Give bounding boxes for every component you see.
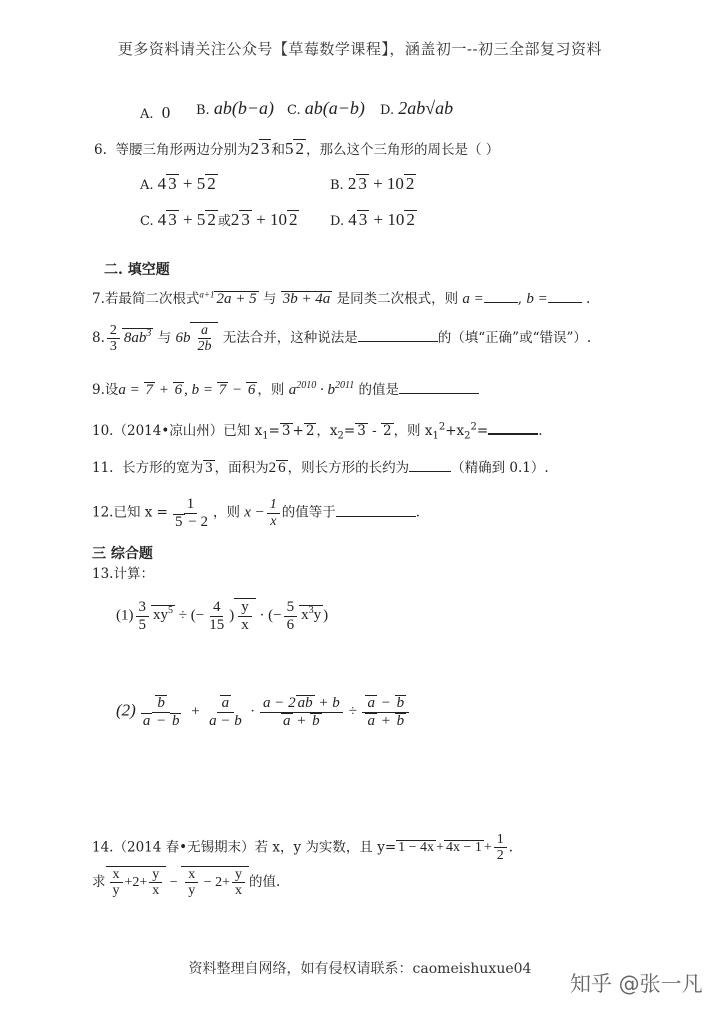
q7-stem: 7.若最简二次根式$^{a+1}$ 2a + 5 与 3b + 4a 是同类二次根式，则 a = , b = . bbox=[92, 289, 591, 307]
q5-option-c: C. ab(a−b) bbox=[287, 98, 365, 118]
q12-stem: 12.已知 x = $\frac{1}{5 - 2}$ ，则 x − $\frac{1}{x}$ 的值等于 . bbox=[92, 496, 421, 530]
q10-stem: 10.（2014•凉山州）已知 $x_1= 3 + 2$ ，$x_2= 3 - 2$ ，则 $x_1^2+x_2^2=$ . bbox=[92, 419, 543, 442]
q11-stem: 11. 长方形的宽为 3 ，面积为2 6 ，则长方形的长约为 （精确到 0.1）. bbox=[92, 456, 549, 477]
section-fill-blank-title: 二. 填空题 bbox=[104, 262, 170, 278]
q6-stem: 6. 等腰三角形两边分别为2 3 和5 2 ，那么这个三角形的周长是（ ） bbox=[94, 139, 500, 158]
q14-stem: 14.（2014 春•无锡期末）若 x，y 为实数，且 y= 1 − 4x + 4x − 1 + $\frac{1}{2}$ . bbox=[92, 832, 514, 864]
q6-option-b: B. 2 3 + 10 2 bbox=[330, 174, 415, 193]
watermark: 知乎 @张一凡 bbox=[570, 972, 703, 996]
q13-part2: (2) $\frac{b}{a - b}$ + $\frac{a}{a - b}$ · $\frac{a - 2 ab + b}{a + b}$ ÷ $\frac{a - b}{a + b}$ bbox=[116, 695, 411, 730]
q5-option-a: A. 0 bbox=[140, 103, 171, 122]
page-header: 更多资料请关注公众号【草莓数学课程】，涵盖初一--初三全部复习资料 bbox=[117, 40, 603, 58]
q13-label: 13.计算： bbox=[92, 566, 154, 582]
q8-stem: 8. $\frac{2}{3}$ $8ab^3$ 与 6b $\frac{a}{2b}$ 无法合并，这种说法是 的（填“正确”或“错误”）. bbox=[92, 322, 592, 355]
section-comprehensive-title: 三 综合题 bbox=[92, 546, 153, 562]
q6-option-d: D. 4 3 + 10 2 bbox=[330, 210, 415, 229]
q5-option-b: B. ab(b−a) bbox=[196, 98, 274, 118]
q5-option-d: D. 2ab√ab bbox=[380, 98, 454, 118]
q13-part1: (1) $\frac{3}{5}$ $xy^5$ ÷ (− $\frac{4}{15}$ ) $\frac{y}{x}$ · (− $\frac{5}{6}$ $x^3y$ ) bbox=[116, 599, 329, 633]
page-footer: 资料整理自网络，如有侵权请联系：caomeishuxue04 bbox=[188, 961, 532, 977]
q9-stem: 9.设a = 7 + 6 , b = 7 − 6 ，则 $a^{2010} \cdot b^{2011}$ 的值是 bbox=[92, 378, 479, 399]
q6-option-c: C. 4 3 + 5 2 或2 3 + 10 2 bbox=[140, 210, 298, 229]
q6-option-a: A. 4 3 + 5 2 bbox=[140, 174, 216, 193]
q14-line2: 求 $\frac{x}{y}$ +2+ $\frac{y}{x}$ − $\frac{x}{y}$ − 2+ $\frac{y}{x}$ 的值. bbox=[92, 867, 281, 899]
